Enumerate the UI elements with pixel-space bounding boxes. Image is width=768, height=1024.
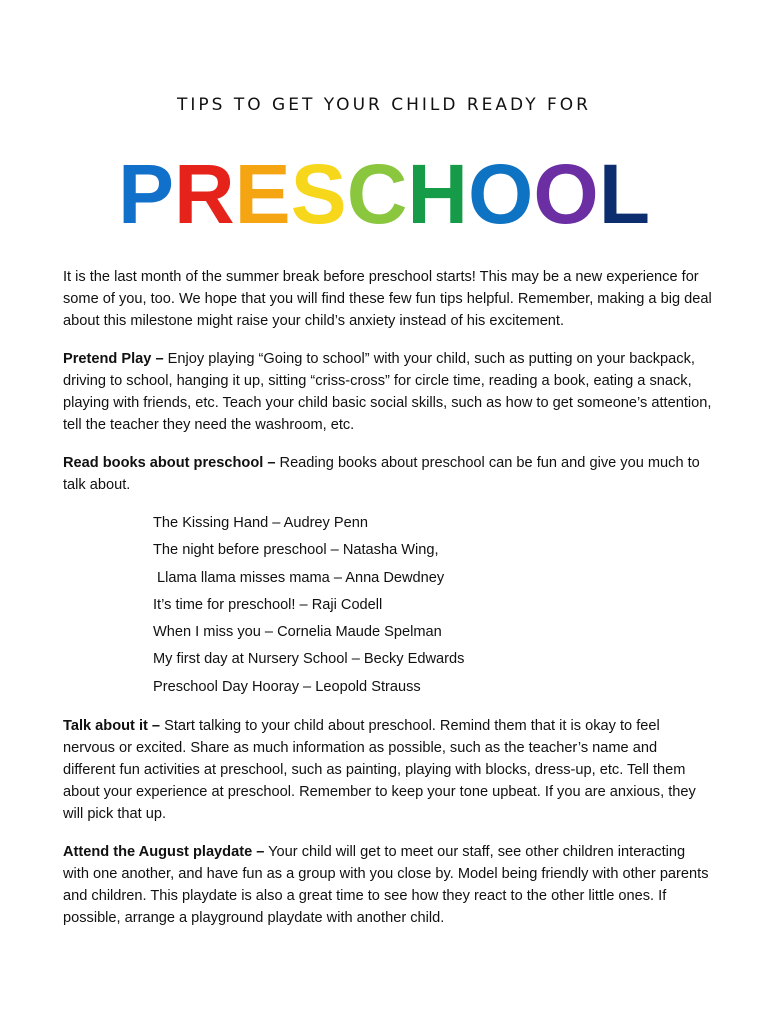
book-list-item: When I miss you – Cornelia Maude Spelman <box>153 624 442 641</box>
title-letter: H <box>407 147 469 241</box>
section-text: Your child will get to meet our staff, see other children interacting with one another, and have fun as a group with you close by. Model being friendly with other parents and children. This playdate is also a great time to see how they react to the other little ones. If possible, arrange a playground playdate with another child. <box>63 844 709 927</box>
book-list-item: Preschool Day Hooray – Leopold Strauss <box>153 678 421 695</box>
read-books-paragraph <box>63 452 713 496</box>
intro-paragraph: It is the last month of the summer break before preschool starts! This may be a new experience for some of you, too. We hope that you will find these few fun tips helpful. Remember, making a big deal about this milestone might raise your child’s anxiety instead of his excitement. <box>63 269 712 329</box>
title-letter: C <box>346 147 408 241</box>
book-list-item: The night before preschool – Natasha Wing, <box>153 542 439 559</box>
document-body <box>63 266 713 945</box>
section-text: Enjoy playing “Going to school” with your child, such as putting on your backpack, driving to school, hanging it up, sitting “criss-cross” for circle time, reading a book, eating a snack, playing with friends, etc. Teach your child basic social skills, such as how to get someone’s attention, tell the teacher they need the washroom, etc. <box>63 351 712 433</box>
book-list-item: Llama llama misses mama – Anna Dewdney <box>153 569 445 586</box>
title-letter: E <box>234 147 291 241</box>
section-heading: Talk about it – <box>63 718 161 735</box>
title-letter: S <box>290 147 347 241</box>
book-list-item: It’s time for preschool! – Raji Codell <box>153 596 383 613</box>
book-list-item: My first day at Nursery School – Becky Edwards <box>153 651 465 668</box>
book-list <box>153 510 713 701</box>
section-heading: Pretend Play – <box>63 351 164 367</box>
page-subtitle: TIPS TO GET YOUR CHILD READY FOR <box>177 95 591 115</box>
talk-about-it-paragraph <box>63 715 713 825</box>
title-letter: L <box>598 147 651 241</box>
title-letter: O <box>468 147 534 241</box>
section-text: Start talking to your child about preschool. Remind them that it is okay to feel nervous or excited. Share as much information as possible, such as the teacher’s name and different fun activities at preschool, such as painting, playing with blocks, dress-up, etc. Tell them about your experience at preschool. Remember to keep your tone upbeat. If you are anxious, they will pick that up. <box>63 718 696 823</box>
pretend-play-paragraph <box>63 348 713 436</box>
title-letter: P <box>117 147 174 241</box>
page-title <box>0 148 768 240</box>
section-heading: Attend the August playdate – <box>63 844 265 861</box>
title-letter: O <box>533 147 599 241</box>
august-playdate-paragraph <box>63 841 713 929</box>
title-letter: R <box>173 147 235 241</box>
book-list-item: The Kissing Hand – Audrey Penn <box>153 515 368 531</box>
section-heading: Read books about preschool – <box>63 455 276 471</box>
section-text: Reading books about preschool can be fun and give you much to talk about. <box>63 455 700 493</box>
